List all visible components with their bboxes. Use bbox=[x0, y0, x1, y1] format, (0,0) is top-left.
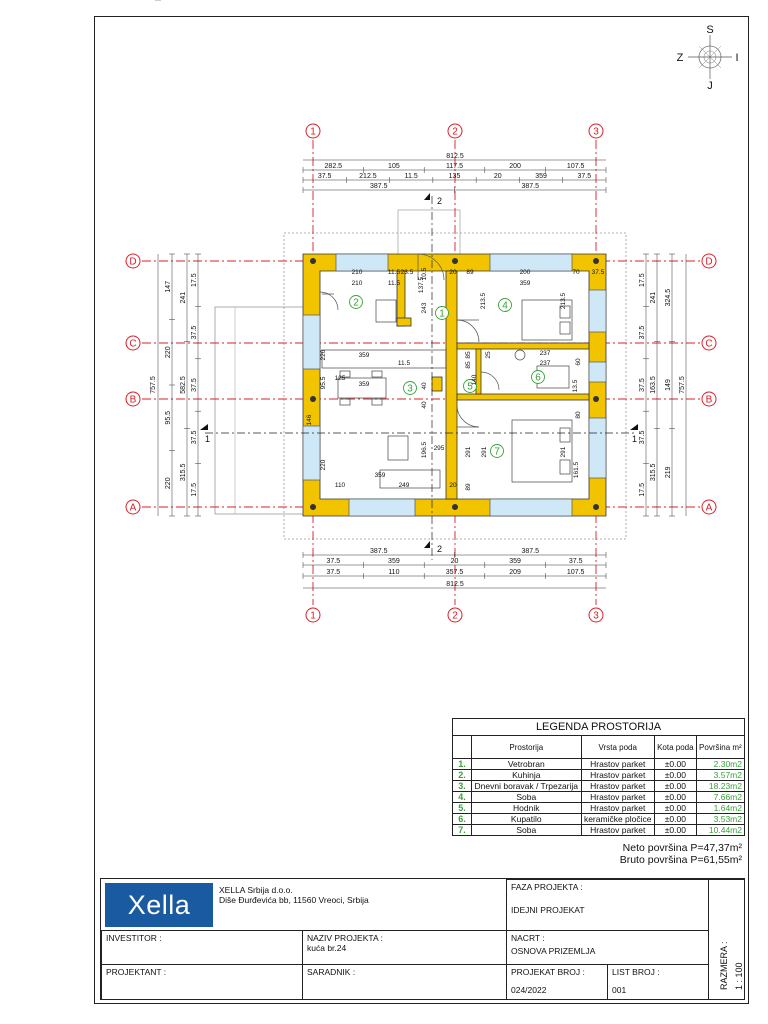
dimension-label: 282.5 bbox=[324, 163, 343, 170]
dimension-label: 20 bbox=[450, 558, 459, 565]
dimension-label: 357.5 bbox=[445, 569, 464, 576]
interior-dimension: 10.5 bbox=[421, 267, 428, 281]
interior-dimension: 13.5 bbox=[572, 379, 579, 393]
dimension-label: 200 bbox=[509, 163, 521, 170]
interior-dimension: 85 bbox=[465, 361, 472, 369]
dimension-label: 241 bbox=[650, 291, 657, 304]
interior-dimension: 20 bbox=[449, 269, 457, 276]
room-tag-1: 1 bbox=[439, 308, 445, 320]
dimension-label: 37.5 bbox=[568, 558, 583, 565]
axis-label: 3 bbox=[593, 126, 599, 138]
broj-label: PROJEKAT BROJ : bbox=[511, 967, 585, 977]
interior-dimension: 11.5 bbox=[387, 269, 401, 276]
legend-cell-area: 3.53m2 bbox=[696, 814, 744, 825]
interior-dimension: 40 bbox=[421, 401, 428, 409]
dimension-label: 37.5 bbox=[639, 378, 646, 392]
legend-cell-area: 3.57m2 bbox=[696, 770, 744, 781]
interior-dimension: 213.5 bbox=[480, 292, 487, 310]
interior-dimension: 249 bbox=[398, 482, 410, 489]
legend-header-area: Površina m² bbox=[696, 736, 744, 759]
axis-label: B bbox=[129, 394, 137, 406]
section-mark-left: 1 bbox=[205, 434, 211, 444]
axis-label: B bbox=[705, 394, 713, 406]
legend-cell-floor: Hrastov parket bbox=[581, 803, 654, 814]
dimension-label: 20 bbox=[493, 173, 502, 180]
room-tag-3: 3 bbox=[407, 383, 413, 395]
dimension-total-right: 757.5 bbox=[679, 376, 686, 394]
dimension-label: 17.5 bbox=[639, 482, 646, 497]
interior-dimension: 220 bbox=[320, 349, 327, 361]
interior-dimension: 210 bbox=[351, 280, 363, 287]
interior-dimension: 291 bbox=[560, 446, 567, 458]
title-block bbox=[100, 878, 745, 1000]
saradnik-label: SARADNIK : bbox=[307, 967, 356, 977]
room-tag-6: 6 bbox=[535, 372, 541, 384]
interior-dimension: 85 bbox=[465, 351, 472, 359]
axis-label: D bbox=[705, 256, 713, 268]
legend-cell-name: Hodnik bbox=[472, 803, 582, 814]
room-tag-7: 7 bbox=[494, 446, 500, 458]
interior-dimension: 37.5 bbox=[591, 269, 605, 276]
razmera-label: RAZMERA : bbox=[719, 941, 729, 990]
interior-dimension: 237 bbox=[539, 360, 551, 367]
legend-row bbox=[453, 814, 745, 825]
interior-dimension: 359 bbox=[358, 381, 370, 388]
dimension-label: 37.5 bbox=[326, 569, 341, 576]
axis-label: A bbox=[129, 502, 137, 514]
dimension-label: 107.5 bbox=[566, 569, 585, 576]
interior-dimension: 70 bbox=[572, 269, 580, 276]
section-mark-top: 2 bbox=[437, 196, 443, 206]
dimension-label: 387.5 bbox=[369, 183, 388, 190]
dimension-label: 163.5 bbox=[650, 376, 657, 394]
dimension-label: 359 bbox=[388, 558, 400, 565]
legend-cell-kota: ±0.00 bbox=[654, 759, 696, 770]
dimension-label: 95.5 bbox=[165, 410, 172, 425]
dimension-label: 220 bbox=[165, 477, 172, 490]
interior-dimension: 11.5 bbox=[397, 360, 411, 367]
compass-rose bbox=[677, 24, 739, 92]
saradnik-cell bbox=[302, 964, 507, 1000]
legend-row bbox=[453, 803, 745, 814]
interior-dimension: 237 bbox=[539, 350, 551, 357]
dimension-label: 105 bbox=[388, 163, 400, 170]
legend-cell-name: Kupatilo bbox=[472, 814, 582, 825]
nacrt-cell bbox=[506, 930, 709, 965]
legend-header-kota: Kota poda bbox=[654, 736, 696, 759]
axis-label: D bbox=[129, 256, 137, 268]
legend-cell-name: Kuhinja bbox=[472, 770, 582, 781]
dimension-label: 324.5 bbox=[665, 288, 672, 307]
legend-header-room: Prostorija bbox=[472, 736, 582, 759]
legend-cell-n: 7. bbox=[453, 825, 472, 836]
naziv-value: kuća br.24 bbox=[307, 943, 347, 953]
dimension-label: 241 bbox=[180, 291, 187, 304]
investitor-label: INVESTITOR : bbox=[106, 933, 162, 943]
terrace-outline bbox=[215, 307, 308, 514]
dimension-label: 387.5 bbox=[521, 548, 540, 555]
interior-dimension: 291 bbox=[481, 446, 488, 458]
faza-cell bbox=[506, 879, 709, 931]
bruto-area: Bruto površina P=61,55m² bbox=[619, 854, 742, 866]
dimension-total-left: 757.5 bbox=[150, 376, 157, 394]
dimension-label: 209 bbox=[509, 569, 521, 576]
dimension-label: 315.5 bbox=[180, 463, 187, 482]
legend-cell-n: 6. bbox=[453, 814, 472, 825]
interior-dimension: 40 bbox=[421, 382, 428, 390]
dimension-label: 37.5 bbox=[317, 173, 332, 180]
legend-cell-area: 1.64m2 bbox=[696, 803, 744, 814]
naziv-label: NAZIV PROJEKTA : bbox=[307, 933, 383, 943]
legend-row bbox=[453, 770, 745, 781]
legend-cell-floor: Hrastov parket bbox=[581, 770, 654, 781]
xella-logo: Xella bbox=[105, 883, 213, 927]
projektant-cell bbox=[101, 964, 303, 1000]
naziv-cell bbox=[302, 930, 507, 965]
legend-cell-floor: Hrastov parket bbox=[581, 792, 654, 803]
section-mark-bottom: 2 bbox=[437, 544, 443, 554]
interior-dimension: 95.5 bbox=[320, 376, 327, 390]
legend-cell-floor: Hrastov parket bbox=[581, 781, 654, 792]
legend-cell-kota: ±0.00 bbox=[654, 781, 696, 792]
legend-row bbox=[453, 792, 745, 803]
compass-z: Z bbox=[676, 52, 684, 64]
axis-label: C bbox=[705, 338, 713, 350]
company-address: Diše Đurđevića bb, 11560 Vreoci, Srbija bbox=[219, 895, 369, 905]
interior-dimension: 110 bbox=[334, 482, 346, 489]
dimension-label: 17.5 bbox=[191, 273, 198, 288]
dimension-label: 37.5 bbox=[639, 325, 646, 340]
interior-dimension: 89 bbox=[466, 269, 474, 276]
legend-cell-area: 7.66m2 bbox=[696, 792, 744, 803]
axis-label: A bbox=[705, 502, 713, 514]
interior-dimension: 213.5 bbox=[560, 292, 567, 310]
interior-dimension: 291 bbox=[465, 446, 472, 458]
broj-cell bbox=[506, 964, 608, 1000]
interior-dimension: 146 bbox=[306, 414, 313, 426]
nacrt-value: OSNOVA PRIZEMLJA bbox=[511, 946, 596, 956]
dimension-label: 359 bbox=[509, 558, 521, 565]
axis-label: 1 bbox=[310, 126, 316, 138]
list-cell bbox=[607, 964, 709, 1000]
legend-cell-kota: ±0.00 bbox=[654, 770, 696, 781]
dimension-label: 135 bbox=[448, 173, 461, 180]
dimension-label: 110 bbox=[388, 569, 400, 576]
legend-cell-name: Dnevni boravak / Trpezarija bbox=[472, 781, 582, 792]
list-value: 001 bbox=[612, 985, 627, 995]
interior-dimension: 220 bbox=[320, 459, 327, 471]
section-mark-right: 1 bbox=[632, 434, 638, 444]
axis-label: 1 bbox=[310, 610, 316, 622]
interior-dimension: 359 bbox=[358, 352, 370, 359]
dimension-total-top: 812.5 bbox=[446, 153, 464, 160]
doors bbox=[320, 254, 499, 427]
legend-cell-n: 4. bbox=[453, 792, 472, 803]
dimension-label: 315.5 bbox=[650, 463, 657, 482]
legend-cell-name: Soba bbox=[472, 792, 582, 803]
legend-cell-area: 18.23m2 bbox=[696, 781, 744, 792]
dimension-label: 220 bbox=[165, 346, 172, 359]
legend-cell-area: 10.44m2 bbox=[696, 825, 744, 836]
dimension-label: 149 bbox=[665, 379, 672, 391]
dimension-label: 212.5 bbox=[359, 173, 377, 180]
dimension-label: 37.5 bbox=[191, 325, 198, 340]
dimension-label: 219 bbox=[665, 466, 672, 479]
faza-value: IDEJNI PROJEKAT bbox=[511, 905, 585, 915]
legend-cell-n: 1. bbox=[453, 759, 472, 770]
dimension-label: 387.5 bbox=[521, 183, 540, 190]
dimension-label: 37.5 bbox=[577, 173, 592, 180]
legend-cell-n: 2. bbox=[453, 770, 472, 781]
legend-cell-kota: ±0.00 bbox=[654, 825, 696, 836]
interior-dimension: 23.5 bbox=[400, 269, 414, 276]
dimension-label: 37.5 bbox=[326, 558, 341, 565]
legend-cell-floor: keramičke pločice bbox=[581, 814, 654, 825]
broj-value: 024/2022 bbox=[511, 985, 547, 995]
room-tag-2: 2 bbox=[353, 297, 359, 309]
dimension-label: 117.5 bbox=[446, 163, 463, 170]
dimension-label: 17.5 bbox=[191, 482, 198, 497]
dimension-label: 37.5 bbox=[639, 430, 646, 445]
axis-label: 2 bbox=[452, 610, 458, 622]
legend-title: LEGENDA PROSTORIJA bbox=[453, 719, 745, 736]
legend-cell-kota: ±0.00 bbox=[654, 814, 696, 825]
axis-label: 2 bbox=[452, 126, 458, 138]
legend-row bbox=[453, 759, 745, 770]
legend-cell-n: 5. bbox=[453, 803, 472, 814]
compass-j: J bbox=[707, 80, 713, 92]
axis-label: 3 bbox=[593, 610, 599, 622]
interior-dimension: 359 bbox=[519, 280, 531, 287]
interior-dimension: 20 bbox=[449, 482, 457, 489]
axis-label: C bbox=[129, 338, 137, 350]
legend-cell-n: 3. bbox=[453, 781, 472, 792]
dimension-label: 359 bbox=[535, 173, 547, 180]
nacrt-label: NACRT : bbox=[511, 933, 545, 943]
interior-dimension: 200 bbox=[519, 269, 531, 276]
list-label: LIST BROJ : bbox=[612, 967, 660, 977]
razmera-cell bbox=[708, 879, 745, 1000]
interior-dimension: 89 bbox=[465, 483, 472, 491]
interior-dimension: 196.5 bbox=[421, 441, 428, 459]
legend-row bbox=[453, 825, 745, 836]
legend-cell-kota: ±0.00 bbox=[654, 803, 696, 814]
interior-dimension: 125 bbox=[334, 375, 346, 382]
dimension-total-bottom: 812.5 bbox=[446, 581, 464, 588]
company-name: XELLA Srbija d.o.o. bbox=[219, 885, 293, 895]
investitor-cell bbox=[101, 930, 303, 965]
dimension-label: 17.5 bbox=[639, 273, 646, 288]
compass-s: S bbox=[706, 24, 714, 36]
axis-bubbles bbox=[126, 124, 716, 622]
razmera-value: 1 : 100 bbox=[734, 962, 744, 990]
dimension-label: 147 bbox=[165, 280, 172, 293]
room-tag-4: 4 bbox=[502, 300, 508, 312]
faza-label: FAZA PROJEKTA : bbox=[511, 882, 583, 892]
dimension-label: 387.5 bbox=[369, 548, 388, 555]
room-legend bbox=[452, 718, 745, 836]
interior-dimension: 80 bbox=[575, 411, 582, 419]
company-cell bbox=[101, 879, 507, 931]
legend-cell-floor: Hrastov parket bbox=[581, 759, 654, 770]
interior-dimension: 161.5 bbox=[573, 461, 580, 479]
projektant-label: PROJEKTANT : bbox=[106, 967, 167, 977]
interior-dimension: 359 bbox=[374, 472, 386, 479]
dimension-label: 582.5 bbox=[180, 376, 187, 394]
neto-area: Neto površina P=47,37m² bbox=[622, 842, 742, 854]
interior-dimension: 137.5 bbox=[418, 276, 425, 294]
interior-dimension: 25 bbox=[485, 351, 492, 359]
interior-dimension: 140 bbox=[471, 374, 478, 386]
interior-dimension: 295 bbox=[433, 445, 445, 452]
legend-header-floor: Vrsta poda bbox=[581, 736, 654, 759]
dimension-label: 11.5 bbox=[404, 173, 418, 180]
legend-cell-floor: Hrastov parket bbox=[581, 825, 654, 836]
legend-cell-name: Vetrobran bbox=[472, 759, 582, 770]
interior-dimension: 60 bbox=[575, 358, 582, 366]
legend-cell-kota: ±0.00 bbox=[654, 792, 696, 803]
room-tag-5: 5 bbox=[467, 381, 473, 393]
entry-canopy bbox=[398, 210, 460, 258]
legend-row bbox=[453, 781, 745, 792]
dimension-label: 107.5 bbox=[566, 163, 585, 170]
dimension-label: 37.5 bbox=[191, 378, 198, 392]
interior-dimension: 243 bbox=[421, 302, 428, 314]
interior-dimension: 11.5 bbox=[387, 280, 401, 287]
legend-cell-name: Soba bbox=[472, 825, 582, 836]
compass-i: I bbox=[735, 52, 739, 64]
legend-cell-area: 2.30m2 bbox=[696, 759, 744, 770]
dimension-label: 37.5 bbox=[191, 430, 198, 445]
interior-dimension: 210 bbox=[351, 269, 363, 276]
